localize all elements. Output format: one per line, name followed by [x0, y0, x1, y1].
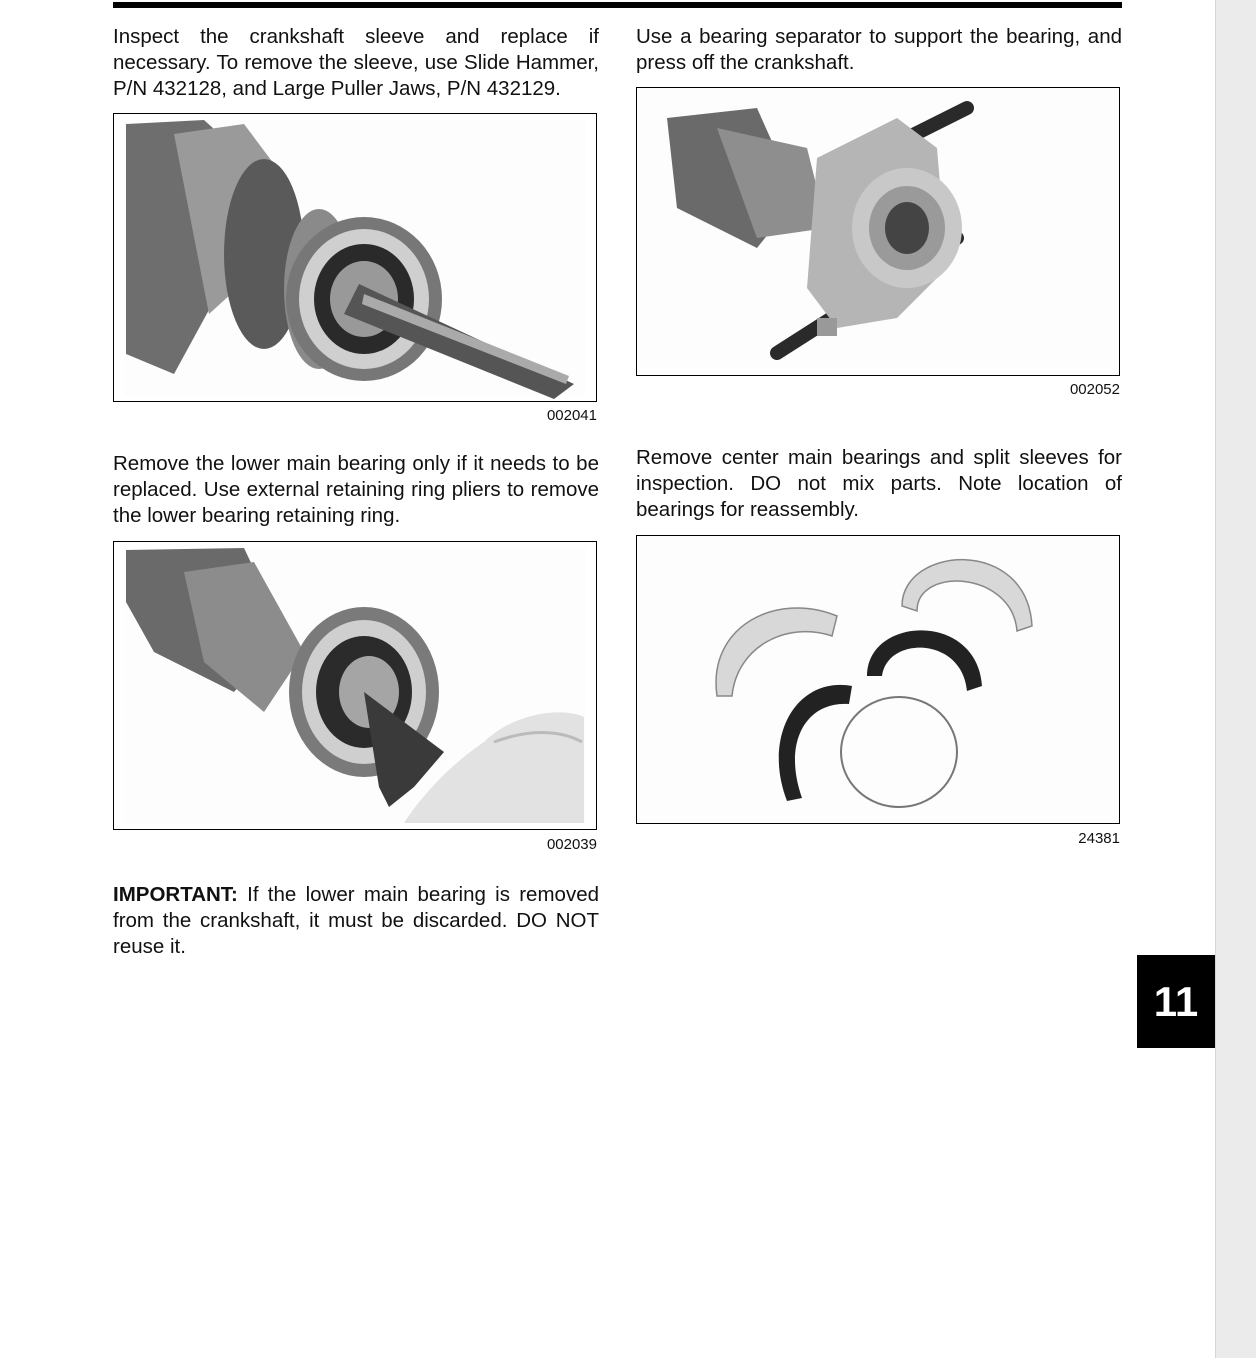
- figure-bearing-separator-photo: [636, 87, 1120, 376]
- figure-crankshaft-sleeve-photo: [113, 113, 597, 402]
- figure-number: 002039: [546, 836, 597, 853]
- figure-bearings-sleeves-photo: [636, 535, 1120, 824]
- paragraph-crankshaft-sleeve: Inspect the crankshaft sleeve and replace if necessary. To remove the sleeve, use Slide Hammer, P/N 432128, and Large Puller Jaws, P/N 432129.: [113, 25, 599, 100]
- figure-number: 002041: [546, 407, 597, 424]
- paragraph-lower-main-bearing: Remove the lower main bearing only if it needs to be replaced. Use external retaining ring pliers to remove the lower bearing retaining ring.: [113, 452, 599, 527]
- figure-retaining-ring-pliers-photo: [113, 541, 597, 830]
- figure-number: 24381: [1078, 830, 1120, 847]
- chapter-tab: 11: [1137, 955, 1215, 1048]
- paragraph-bearing-separator: Use a bearing separator to support the bearing, and press off the crankshaft.: [636, 25, 1122, 74]
- top-rule: [113, 2, 1122, 8]
- important-note: [113, 882, 599, 960]
- important-label: IMPORTANT:: [113, 883, 238, 906]
- scrollbar[interactable]: [1215, 0, 1256, 1358]
- figure-number: 002052: [1069, 381, 1120, 398]
- important-text: If the lower main bearing is removed from the crankshaft, it must be discarded. DO NOT reuse it.: [113, 883, 599, 958]
- paragraph-center-main-bearings: Remove center main bearings and split sleeves for inspection. DO not mix parts. Note location of bearings for reassembly.: [636, 446, 1122, 521]
